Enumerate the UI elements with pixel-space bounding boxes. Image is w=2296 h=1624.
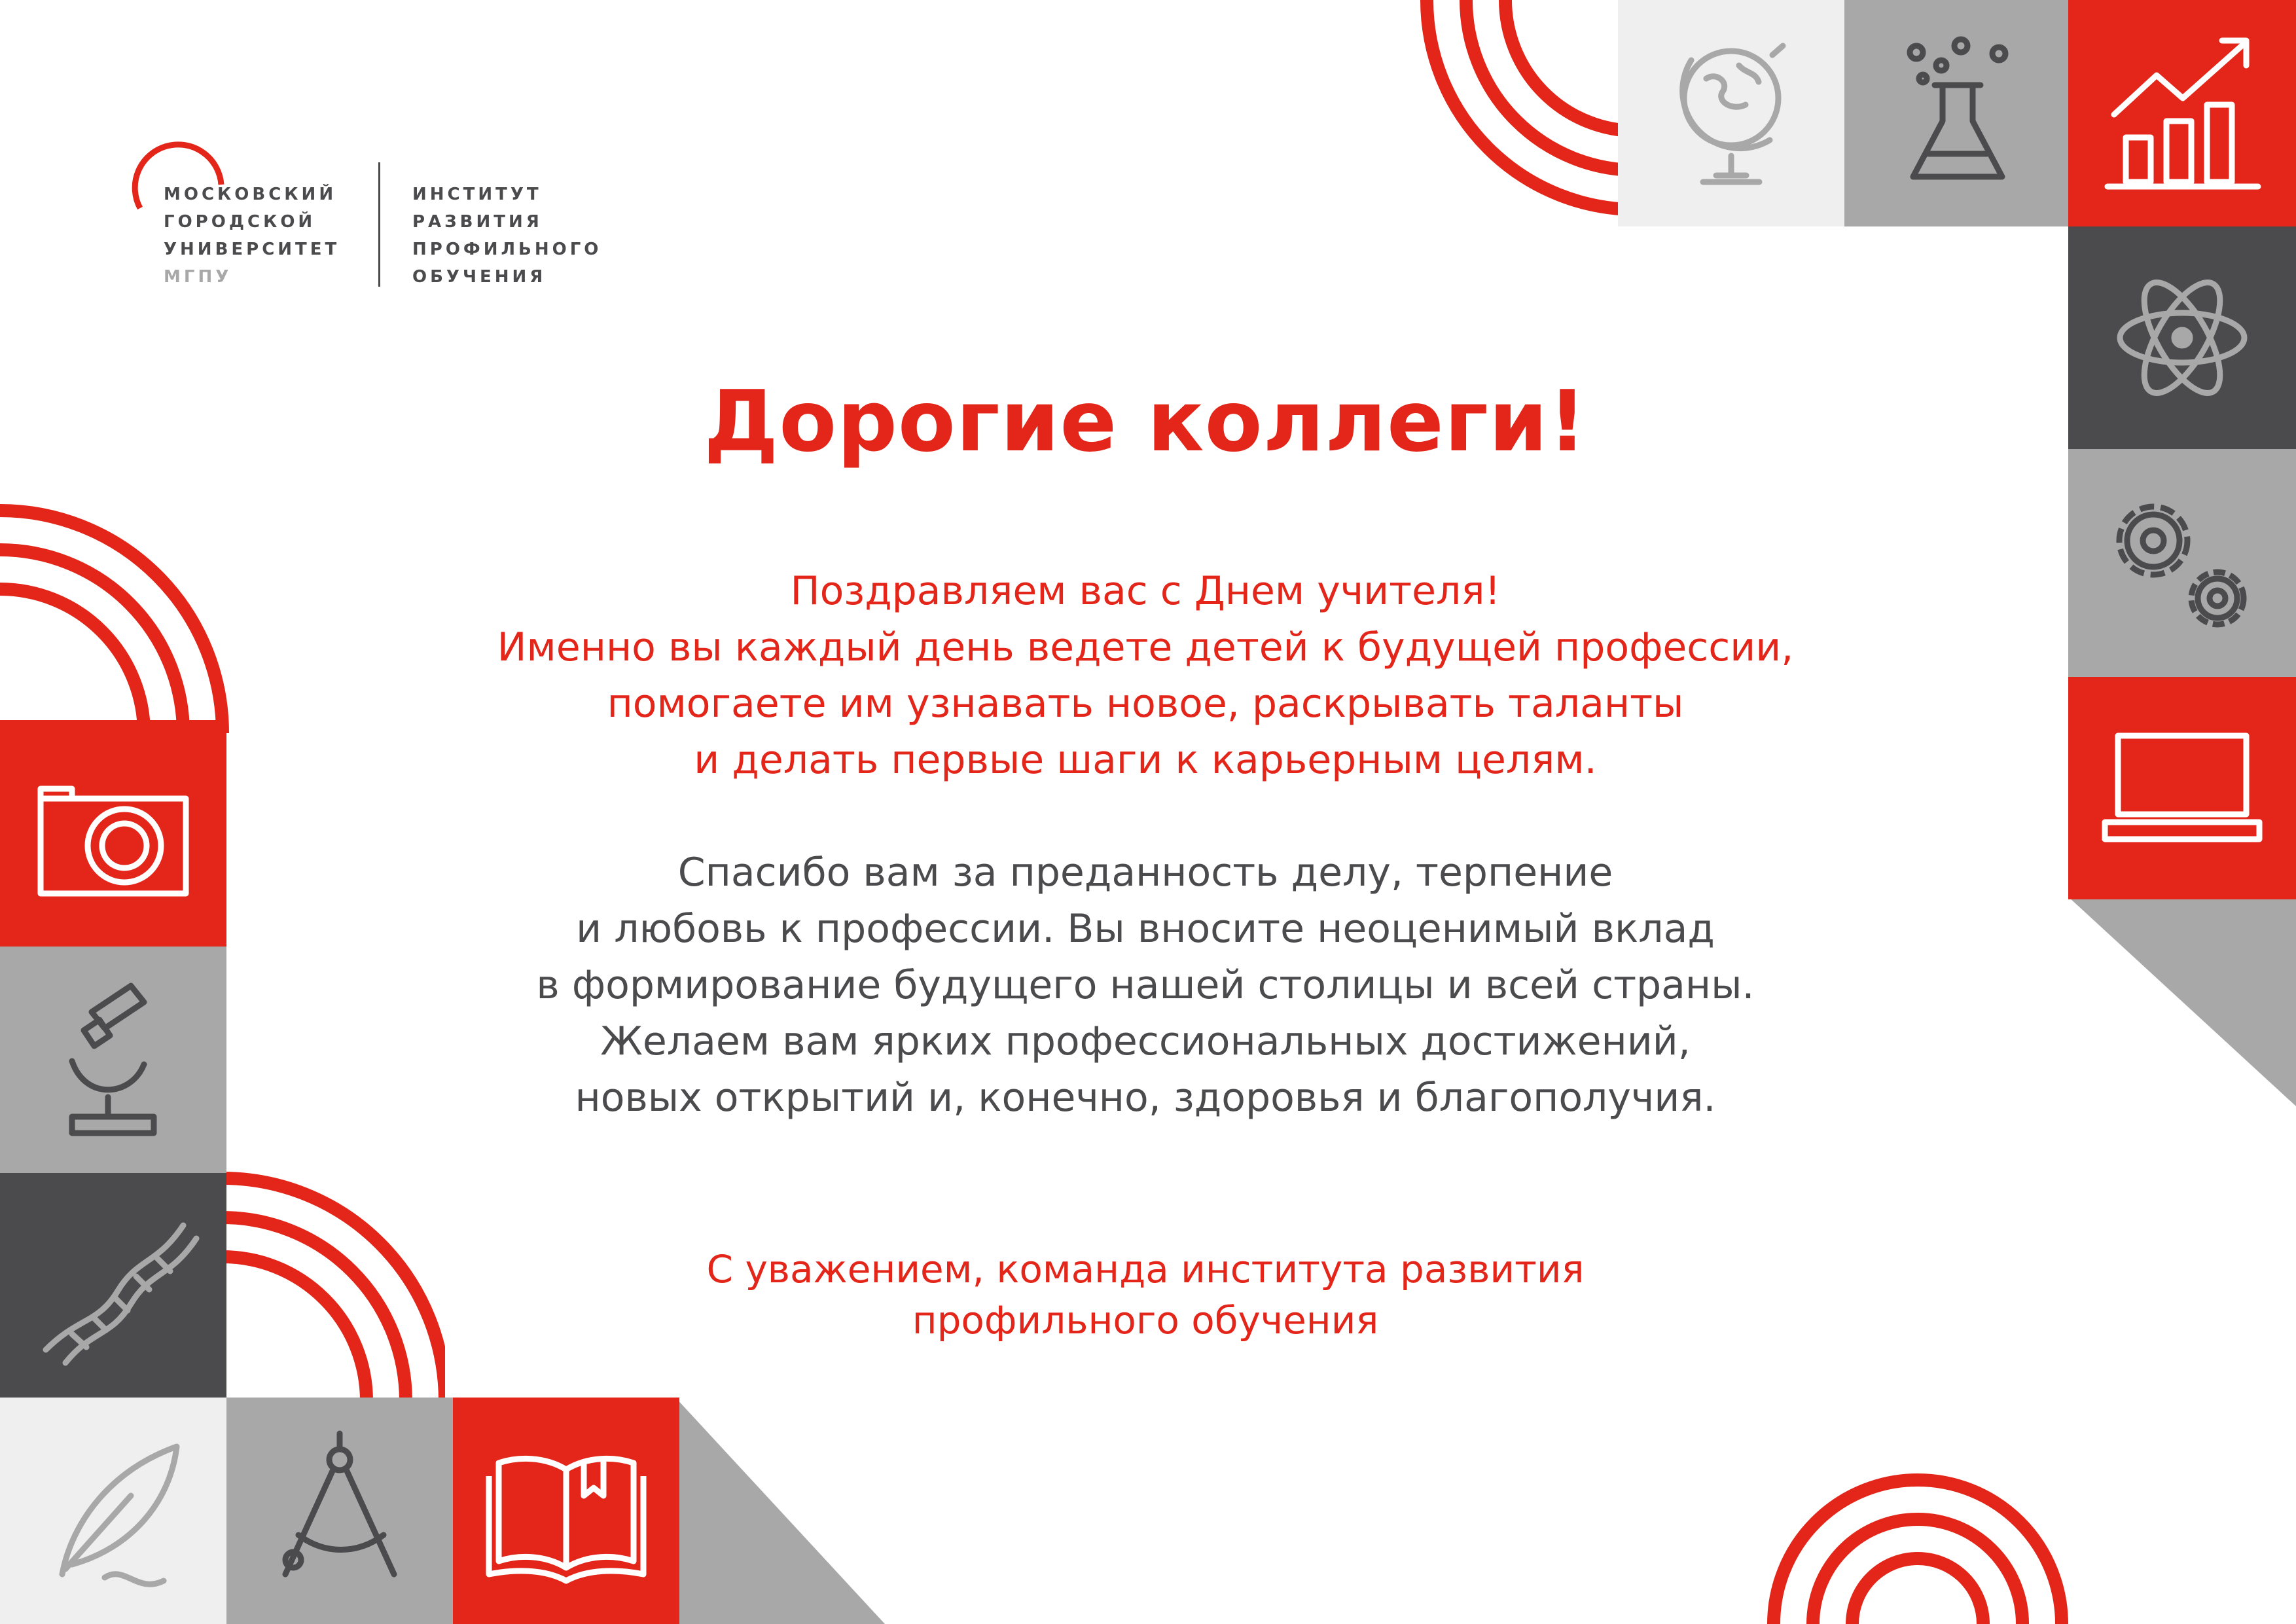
letter-title: Дорогие коллеги! — [704, 373, 1587, 471]
compass-tile — [226, 1398, 453, 1624]
globe-tile — [1618, 0, 1844, 226]
globe-icon — [1618, 0, 1844, 226]
greeting-paragraph: Поздравляем вас с Днем учителя! Именно вы каждый день ведете детей к будущей профессии, помогаете им узнавать новое, раскрывать таланты и делать первые шаги к карьерным целям. — [497, 568, 1794, 783]
book-icon — [453, 1398, 679, 1624]
flask-icon — [1844, 0, 2071, 226]
university-name-line: ГОРОДСКОЙ — [164, 212, 316, 232]
university-logo — [131, 137, 668, 295]
dna-icon — [0, 1173, 226, 1398]
dna-tile — [0, 1173, 226, 1398]
signature: С уважением, команда института развития профильного обучения — [706, 1247, 1585, 1343]
feather-icon — [0, 1398, 226, 1624]
feather-tile — [0, 1398, 226, 1624]
left-arcs-decoration — [0, 432, 236, 733]
atom-icon — [2068, 226, 2296, 449]
laptop-icon — [2068, 677, 2296, 899]
institute-name-line: ОБУЧЕНИЯ — [412, 267, 547, 287]
university-name — [164, 181, 340, 291]
institute-name-line: ПРОФИЛЬНОГО — [412, 240, 602, 259]
microscope-tile — [0, 947, 226, 1173]
top-arcs-decoration — [1361, 0, 1636, 236]
growth-chart-tile — [2068, 0, 2296, 226]
bottom-right-arcs-decoration — [1767, 1401, 2068, 1624]
compass-icon — [226, 1398, 453, 1624]
gears-tile — [2068, 449, 2296, 677]
flask-tile — [1844, 0, 2071, 226]
logo-divider — [378, 162, 380, 287]
institute-name-line: ИНСТИТУТ РАЗВИТИЯ — [412, 185, 543, 232]
book-tile — [453, 1398, 679, 1624]
camera-icon — [0, 720, 226, 947]
atom-tile — [2068, 226, 2296, 449]
right-triangle-decoration — [2068, 897, 2296, 1106]
bottom-triangle-decoration — [675, 1398, 885, 1624]
growth-chart-icon — [2068, 0, 2296, 226]
laptop-tile — [2068, 677, 2296, 899]
university-name-line: МОСКОВСКИЙ — [164, 185, 337, 204]
thanks-paragraph: Спасибо вам за преданность делу, терпение и любовь к профессии. Вы вносите неоценимый вклад в формирование будущего нашей столицы и всей страны. Желаем вам ярких профессиональных достижений, новых открытий и, конечно, здоровья и благополучия. — [536, 850, 1755, 1121]
camera-tile — [0, 720, 226, 947]
microscope-icon — [0, 947, 226, 1173]
university-name-line: УНИВЕРСИТЕТ — [164, 240, 340, 259]
gears-icon — [2068, 449, 2296, 677]
institute-name — [412, 181, 668, 291]
university-abbr: МГПУ — [164, 267, 232, 287]
